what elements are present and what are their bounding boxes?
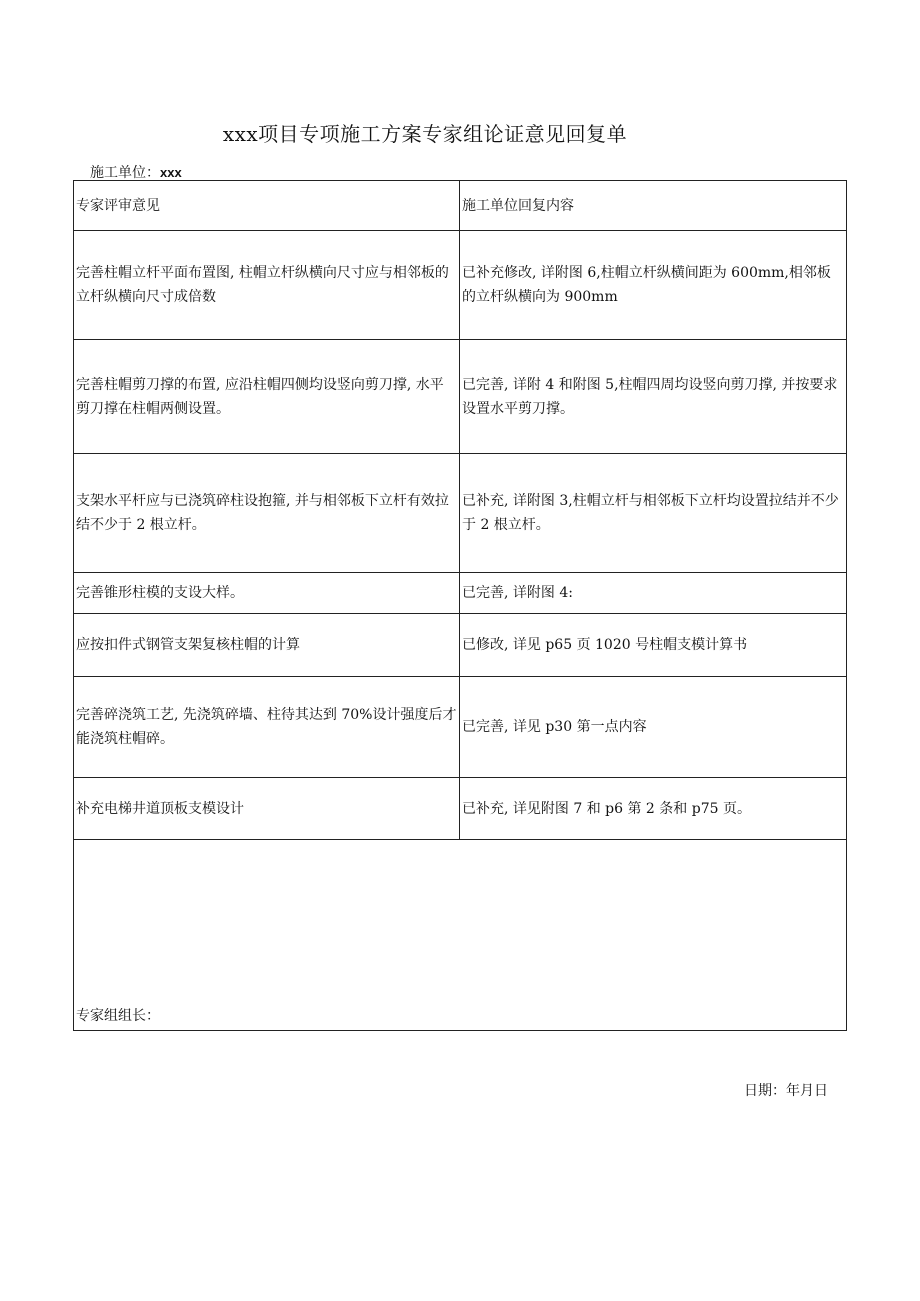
reply-cell: 已完善, 详附图 4: bbox=[460, 573, 847, 614]
reply-cell: 已修改, 详见 p65 页 1020 号柱帽支模计算书 bbox=[460, 614, 847, 677]
opinion-cell: 支架水平杆应与已浇筑碎柱设抱箍, 并与相邻板下立杆有效拉结不少于 2 根立杆。 bbox=[74, 454, 460, 573]
review-table bbox=[73, 180, 847, 1031]
table-row bbox=[74, 454, 847, 573]
construction-unit-label: 施工单位： bbox=[90, 165, 160, 181]
construction-unit-value: xxx bbox=[160, 165, 182, 180]
opinion-cell: 完善柱帽剪刀撑的布置, 应沿柱帽四侧均设竖向剪刀撑, 水平剪刀撑在柱帽两侧设置。 bbox=[74, 340, 460, 454]
reply-cell: 已完善, 详附 4 和附图 5,柱帽四周均设竖向剪刀撑, 并按要求设置水平剪刀撑。 bbox=[460, 340, 847, 454]
table-row bbox=[74, 340, 847, 454]
table-row bbox=[74, 231, 847, 340]
leader-signature-row bbox=[74, 840, 847, 1031]
construction-unit-line bbox=[90, 162, 182, 182]
table-row bbox=[74, 677, 847, 778]
opinion-cell: 完善锥形柱模的支设大样。 bbox=[74, 573, 460, 614]
header-expert-opinion: 专家评审意见 bbox=[74, 181, 460, 231]
table-row bbox=[74, 614, 847, 677]
leader-signature-cell: 专家组组长： bbox=[74, 840, 847, 1031]
table-row bbox=[74, 573, 847, 614]
opinion-cell: 完善碎浇筑工艺, 先浇筑碎墙、柱待其达到 70%设计强度后才能浇筑柱帽碎。 bbox=[74, 677, 460, 778]
document-title: xxx项目专项施工方案专家组论证意见回复单 bbox=[222, 122, 628, 146]
reply-cell: 已补充, 详见附图 7 和 p6 第 2 条和 p75 页。 bbox=[460, 778, 847, 840]
reply-cell: 已完善, 详见 p30 第一点内容 bbox=[460, 677, 847, 778]
header-unit-reply: 施工单位回复内容 bbox=[460, 181, 847, 231]
reply-cell: 已补充修改, 详附图 6,柱帽立杆纵横间距为 600mm,相邻板的立杆纵横向为 900mm bbox=[460, 231, 847, 340]
opinion-cell: 应按扣件式钢管支架复核柱帽的计算 bbox=[74, 614, 460, 677]
reply-cell: 已补充, 详附图 3,柱帽立杆与相邻板下立杆均设置拉结并不少于 2 根立杆。 bbox=[460, 454, 847, 573]
opinion-cell: 完善柱帽立杆平面布置图, 柱帽立杆纵横向尺寸应与相邻板的立杆纵横向尺寸成倍数 bbox=[74, 231, 460, 340]
table-header-row bbox=[74, 181, 847, 231]
opinion-cell: 补充电梯井道顶板支模设计 bbox=[74, 778, 460, 840]
table-row bbox=[74, 778, 847, 840]
date-line: 日期：年月日 bbox=[744, 1083, 828, 1099]
